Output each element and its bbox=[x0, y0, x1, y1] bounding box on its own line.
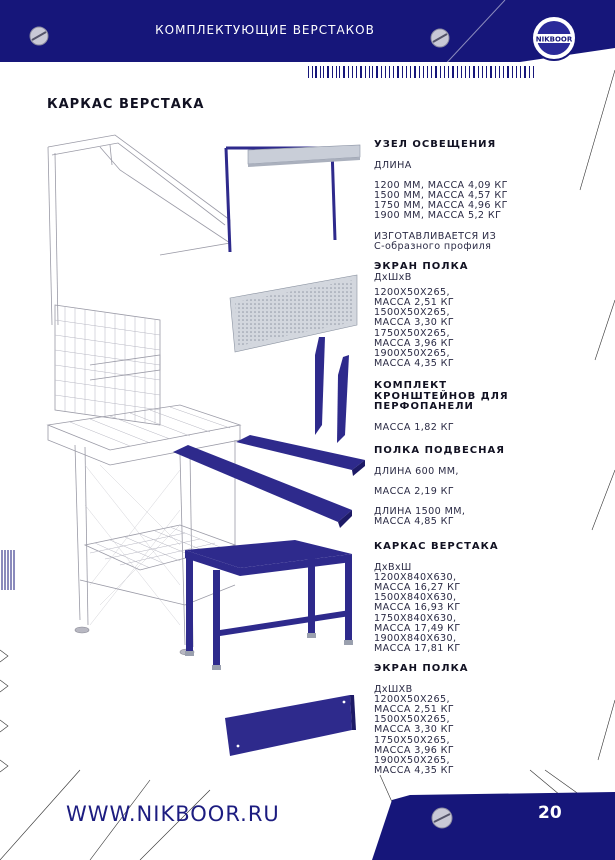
spec-line: 1900Х840Х630, bbox=[374, 632, 457, 644]
spec-line: МАССА 16,93 КГ bbox=[374, 602, 461, 614]
nikboor-logo bbox=[531, 15, 577, 61]
spec-title: УЗЕЛ ОСВЕЩЕНИЯ bbox=[374, 139, 497, 150]
spec-dims: ДхШХВ bbox=[374, 683, 413, 695]
spec-line: МАССА 3,30 КГ bbox=[374, 724, 455, 736]
spec-title: КРОНШТЕЙНОВ ДЛЯ bbox=[374, 390, 509, 402]
spec-line: МАССА 2,19 КГ bbox=[374, 485, 455, 497]
spec-title: ЭКРАН ПОЛКА bbox=[374, 261, 469, 272]
left-edge-marks bbox=[0, 550, 18, 780]
spec-line: МАССА 16,27 КГ bbox=[374, 581, 461, 593]
spec-line: МАССА 1,82 КГ bbox=[374, 421, 455, 433]
spec-line: МАССА 17,81 КГ bbox=[374, 643, 461, 655]
spec-line: 1900Х50Х265, bbox=[374, 347, 450, 359]
website-link[interactable]: WWW.NIKBOOR.RU bbox=[66, 802, 280, 826]
workbench-frame-image bbox=[180, 540, 360, 670]
spec-line: 1500Х50Х265, bbox=[374, 714, 450, 726]
screw-icon bbox=[432, 808, 452, 828]
spec-line: МАССА 2,51 КГ bbox=[374, 703, 455, 715]
spec-line: 1900Х50Х265, bbox=[374, 754, 450, 766]
spec-title: КАРКАС ВЕРСТАКА bbox=[374, 541, 499, 552]
spec-line: 1500Х840Х630, bbox=[374, 592, 457, 604]
spec-line: МАССА 3,96 КГ bbox=[374, 744, 455, 756]
spec-line: МАССА 3,30 КГ bbox=[374, 317, 455, 329]
spec-note: ИЗГОТАВЛИВАЕТСЯ ИЗ bbox=[374, 230, 497, 242]
spec-screen-shelf bbox=[374, 262, 612, 369]
spec-line: МАССА 3,96 КГ bbox=[374, 337, 455, 349]
spec-line: МАССА 4,85 КГ bbox=[374, 516, 455, 528]
spec-hanging-shelf bbox=[374, 446, 612, 527]
spec-line: МАССА 2,51 КГ bbox=[374, 296, 455, 308]
spec-line: 1200Х50Х265, bbox=[374, 286, 450, 298]
spec-dims: ДхВхШ bbox=[374, 561, 412, 573]
spec-line: МАССА 4,35 КГ bbox=[374, 765, 455, 777]
screen-shelf-solid-image bbox=[220, 690, 360, 760]
spec-line: 1500Х50Х265, bbox=[374, 307, 450, 319]
page-heading: КАРКАС ВЕРСТАКА bbox=[47, 97, 205, 112]
lighting-unit-image bbox=[220, 140, 370, 255]
brackets-image bbox=[305, 335, 360, 445]
header-title: КОМПЛЕКТУЮЩИЕ ВЕРСТАКОВ bbox=[155, 23, 375, 37]
spec-line: 1750Х50Х265, bbox=[374, 327, 450, 339]
spec-dims: ДхШхВ bbox=[374, 271, 412, 283]
spec-line: ДЛИНА 600 ММ, bbox=[374, 465, 459, 477]
hanging-shelf-image bbox=[170, 430, 370, 535]
spec-frame bbox=[374, 542, 612, 654]
spec-line: 1750Х50Х265, bbox=[374, 734, 450, 746]
spec-lighting bbox=[374, 140, 612, 252]
spec-line: 1750Х840Х630, bbox=[374, 612, 457, 624]
spec-brackets bbox=[374, 381, 612, 433]
spec-title: ЭКРАН ПОЛКА bbox=[374, 663, 469, 674]
screw-icon bbox=[431, 29, 449, 47]
spec-subtitle: ДЛИНА bbox=[374, 159, 412, 171]
spec-note: С-образного профиля bbox=[374, 240, 492, 252]
spec-title: ПОЛКА ПОДВЕСНАЯ bbox=[374, 445, 505, 456]
spec-line: 1750 ММ, МАССА 4,96 КГ bbox=[374, 200, 508, 212]
screw-icon bbox=[30, 27, 48, 45]
spec-line: МАССА 17,49 КГ bbox=[374, 622, 461, 634]
spec-line: 1200Х50Х265, bbox=[374, 693, 450, 705]
spec-title: ПЕРФОПАНЕЛИ bbox=[374, 401, 474, 412]
spec-title: КОМПЛЕКТ bbox=[374, 380, 448, 391]
spec-line: ДЛИНА 1500 ММ, bbox=[374, 505, 466, 517]
barcode-strip bbox=[308, 66, 536, 78]
logo-text: NIKBOOR bbox=[535, 35, 573, 44]
spec-line: 1500 ММ, МАССА 4,57 КГ bbox=[374, 189, 508, 201]
spec-line: 1200 ММ, МАССА 4,09 КГ bbox=[374, 179, 508, 191]
page-number: 20 bbox=[538, 803, 562, 823]
spec-line: МАССА 4,35 КГ bbox=[374, 358, 455, 370]
spec-line: 1200Х840Х630, bbox=[374, 571, 457, 583]
spec-line: 1900 ММ, МАССА 5,2 КГ bbox=[374, 210, 502, 222]
